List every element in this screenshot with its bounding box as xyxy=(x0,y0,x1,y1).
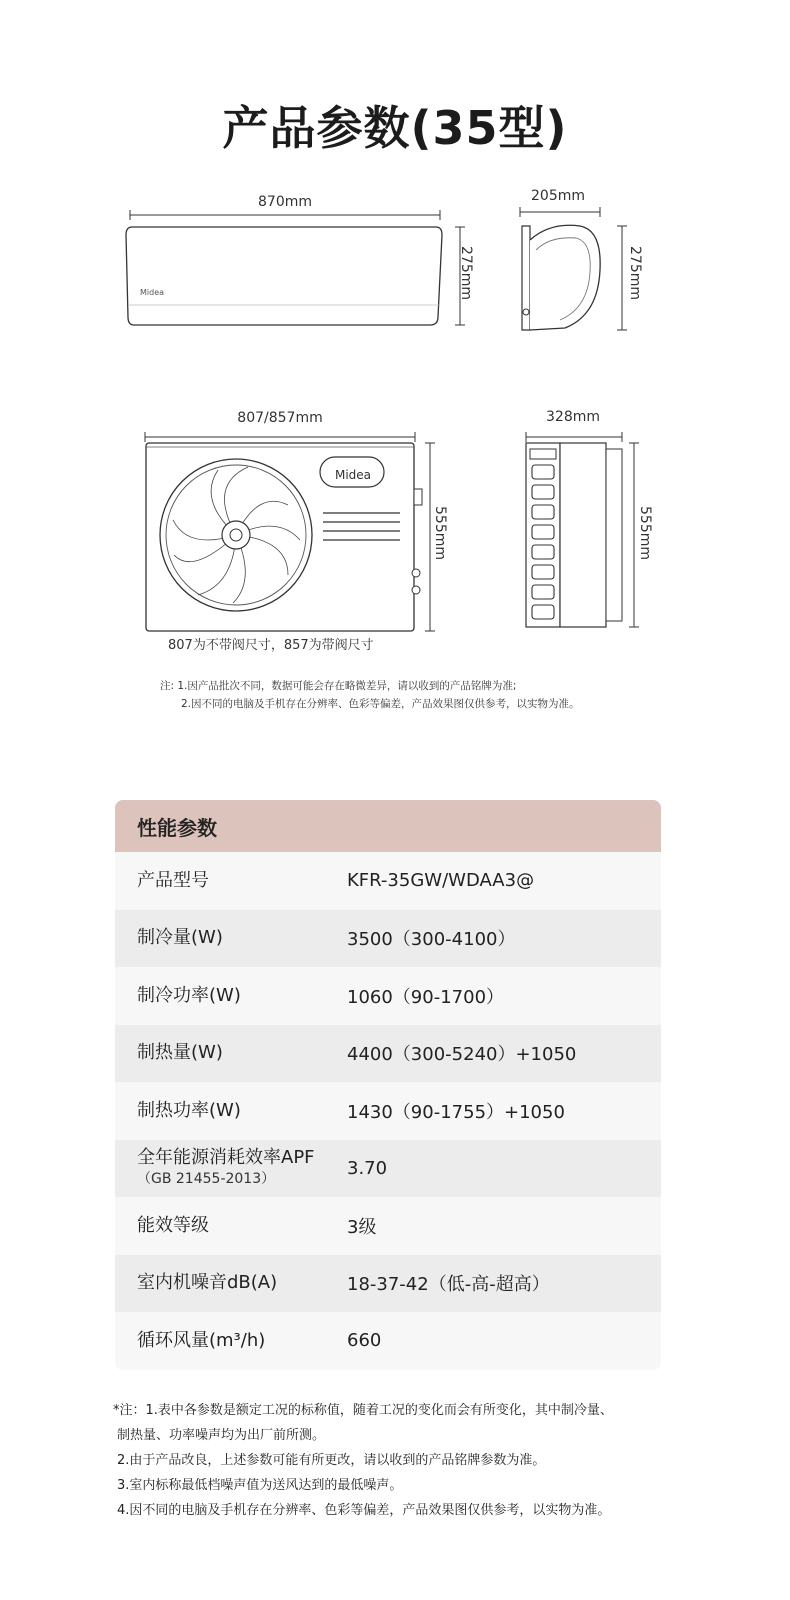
outdoor-front-logo: Midea xyxy=(334,468,372,482)
row-label: 全年能源消耗效率APF xyxy=(137,1147,315,1169)
diagram-note-2: 2.因不同的电脑及手机存在分辨率、色彩等偏差，产品效果图仅供参考，以实物为准。 xyxy=(181,698,580,710)
row-value: 3.70 xyxy=(347,1157,388,1179)
outdoor-side-depth-label: 328mm xyxy=(546,409,600,425)
table-row xyxy=(115,1082,661,1140)
row-value: 660 xyxy=(347,1330,382,1352)
outdoor-front-height-label: 555mm xyxy=(432,506,448,560)
table-row xyxy=(115,1197,661,1255)
row-label: 循环风量(m³/h) xyxy=(137,1329,266,1351)
footnote-1: *注：1.表中各参数是额定工况的标称值，随着工况的变化而会有所变化，其中制冷量、 xyxy=(113,1403,613,1418)
diagram-note-1: 注: 1.因产品批次不同，数据可能会存在略微差异，请以收到的产品铭牌为准; xyxy=(160,680,517,692)
footnotes xyxy=(113,1398,713,1523)
table-row xyxy=(115,1025,661,1083)
indoor-side-height-label: 275mm xyxy=(627,246,643,300)
table-row xyxy=(115,852,661,910)
row-value: 1430（90-1755）+1050 xyxy=(347,1101,565,1123)
footnote-2: 2.由于产品改良，上述参数可能有所更改，请以收到的产品铭牌参数为准。 xyxy=(117,1453,546,1468)
row-value: KFR-35GW/WDAA3@ xyxy=(347,870,535,892)
indoor-front-width-label: 870mm xyxy=(258,194,312,210)
row-label: 制冷量(W) xyxy=(137,927,223,949)
table-row xyxy=(115,1312,661,1370)
outdoor-front-diagram xyxy=(138,425,448,635)
table-row xyxy=(115,910,661,968)
row-label-apf xyxy=(115,1147,347,1189)
table-row xyxy=(115,967,661,1025)
row-value: 3500（300-4100） xyxy=(347,929,516,951)
indoor-front-logo: Midea xyxy=(140,288,165,297)
row-label: 能效等级 xyxy=(137,1214,209,1236)
indoor-front-diagram xyxy=(120,205,490,335)
row-sublabel: （GB 21455-2013） xyxy=(137,1171,276,1188)
table-row xyxy=(115,1140,661,1198)
outdoor-front-width-label: 807/857mm xyxy=(237,410,323,426)
spec-table-header: 性能参数 xyxy=(115,800,661,852)
spec-table xyxy=(115,800,661,1370)
row-label: 制热功率(W) xyxy=(137,1099,241,1121)
footnote-4: 4.因不同的电脑及手机存在分辨率、色彩等偏差，产品效果图仅供参考，以实物为准。 xyxy=(117,1503,611,1518)
row-value: 4400（300-5240）+1050 xyxy=(347,1044,577,1066)
row-label: 室内机噪音dB(A) xyxy=(137,1272,278,1294)
row-value: 18-37-42（低-高-超高） xyxy=(347,1274,550,1296)
indoor-side-depth-label: 205mm xyxy=(531,188,585,204)
row-label: 产品型号 xyxy=(137,869,209,891)
footnote-1-cont: 制热量、功率噪声均为出厂前所测。 xyxy=(117,1428,326,1443)
row-value: 3级 xyxy=(347,1216,377,1238)
outdoor-caption: 807为不带阀尺寸，857为带阀尺寸 xyxy=(168,638,374,653)
outdoor-side-height-label: 555mm xyxy=(637,506,653,560)
table-row xyxy=(115,1255,661,1313)
indoor-front-height-label: 275mm xyxy=(458,246,474,300)
row-label: 制冷功率(W) xyxy=(137,984,241,1006)
row-label: 制热量(W) xyxy=(137,1042,223,1064)
row-value: 1060（90-1700） xyxy=(347,986,505,1008)
footnote-3: 3.室内标称最低档噪声值为送风达到的最低噪声。 xyxy=(117,1478,403,1493)
page-title: 产品参数(35型) xyxy=(222,101,568,155)
